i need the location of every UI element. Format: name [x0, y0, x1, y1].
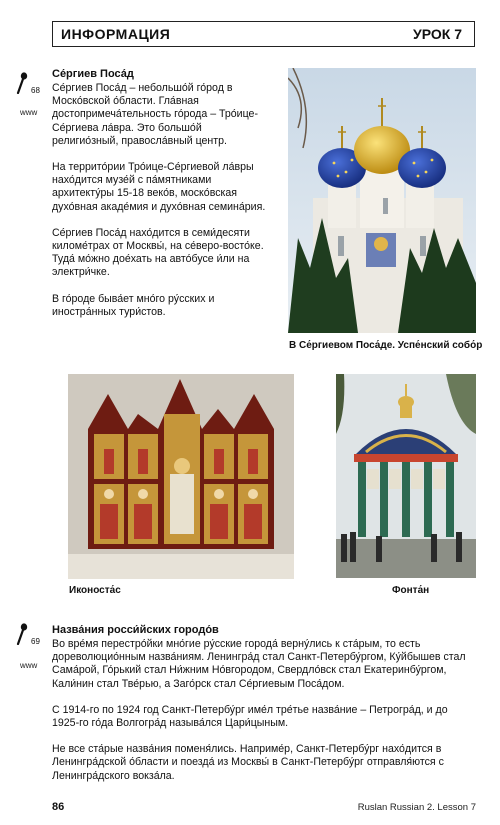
cathedral-caption: В Се́ргиевом Поса́де. Успе́нский собо́р	[289, 340, 483, 351]
paragraph: В го́роде быва́ет мно́го ру́сских и иностра́нных тури́стов.	[52, 292, 215, 318]
book-reference: Ruslan Russian 2. Lesson 7	[357, 802, 476, 813]
www-label: www	[20, 108, 38, 117]
www-label: www	[20, 661, 38, 670]
audio-track-69[interactable]	[16, 623, 28, 650]
section1-body	[52, 82, 270, 332]
page-number: 86	[52, 801, 65, 813]
paragraph: С 1914-го по 1924 год Санкт-Петербу́рг име́л тре́тье назва́ние – Петрогра́д, и до 1925-го го́да Волгогра́д называ́лся Цари́цыным.	[52, 703, 448, 730]
paragraph: Не все ста́рые назва́ния поменя́лись. Наприме́р, Санкт-Петербу́рг нахо́дится в Ленингра́дской о́бласти и поезда́ из Москвы́ в Санкт-Петербу́рг отправля́ются с Ленингра́дского вокза́ла.	[52, 743, 444, 782]
iconostasis-photo	[68, 374, 294, 579]
track-number: 68	[31, 86, 40, 95]
fountain-caption: Фонта́н	[392, 585, 430, 596]
lesson-number: УРОК 7	[413, 26, 462, 42]
microphone-icon	[16, 623, 28, 645]
paragraph: Во вре́мя перестро́йки мно́гие ру́сские города́ верну́лись к ста́рым, то есть дореволюцио́нным назва́ниям. Ленингра́д стал Санкт-Петербу́ргом, Ку́йбышев стал Сама́рой, Го́рький стал Ни́жним Но́вгородом, Свердло́вск стал Екатеринбу́ргом, Кали́нин стал Тве́рью, а Заго́рск стал Се́ргиевым Поса́дом.	[52, 638, 466, 690]
section-title-city-names: Назва́ния росси́йских городо́в	[52, 624, 219, 636]
paragraph: Се́ргиев Поса́д – небольшо́й го́род в Моско́вской о́бласти. Гла́вная достопримеча́тельность го́рода – Тро́ице-Се́ргиева ла́вра. Это большо́й религио́зный, правосла́вный центр.	[52, 82, 258, 147]
paragraph: На террито́рии Тро́ице-Се́ргиевой ла́вры нахо́дится музе́й с па́мятниками архитекту́ры 15-18 веко́в, моско́вская духо́вная акаде́мия и духо́вная семина́рия.	[52, 161, 266, 213]
paragraph: Се́ргиев Поса́д нахо́дится в семи́десяти киломе́трах от Москвы́, на се́веро-восто́ке. Туда́ мо́жно дое́хать на авто́бусе и́ли на электри́чке.	[52, 226, 264, 279]
header-title: ИНФОРМАЦИЯ	[61, 26, 171, 42]
iconostasis-caption: Иконоста́с	[69, 585, 121, 596]
cathedral-photo	[288, 68, 476, 333]
page-header	[52, 21, 475, 47]
fountain-photo	[336, 374, 476, 578]
section2-body	[52, 638, 477, 796]
section-title-sergiev-posad: Се́ргиев Поса́д	[52, 68, 134, 80]
microphone-icon	[16, 72, 28, 94]
track-number: 69	[31, 637, 40, 646]
audio-track-68[interactable]	[16, 72, 28, 99]
